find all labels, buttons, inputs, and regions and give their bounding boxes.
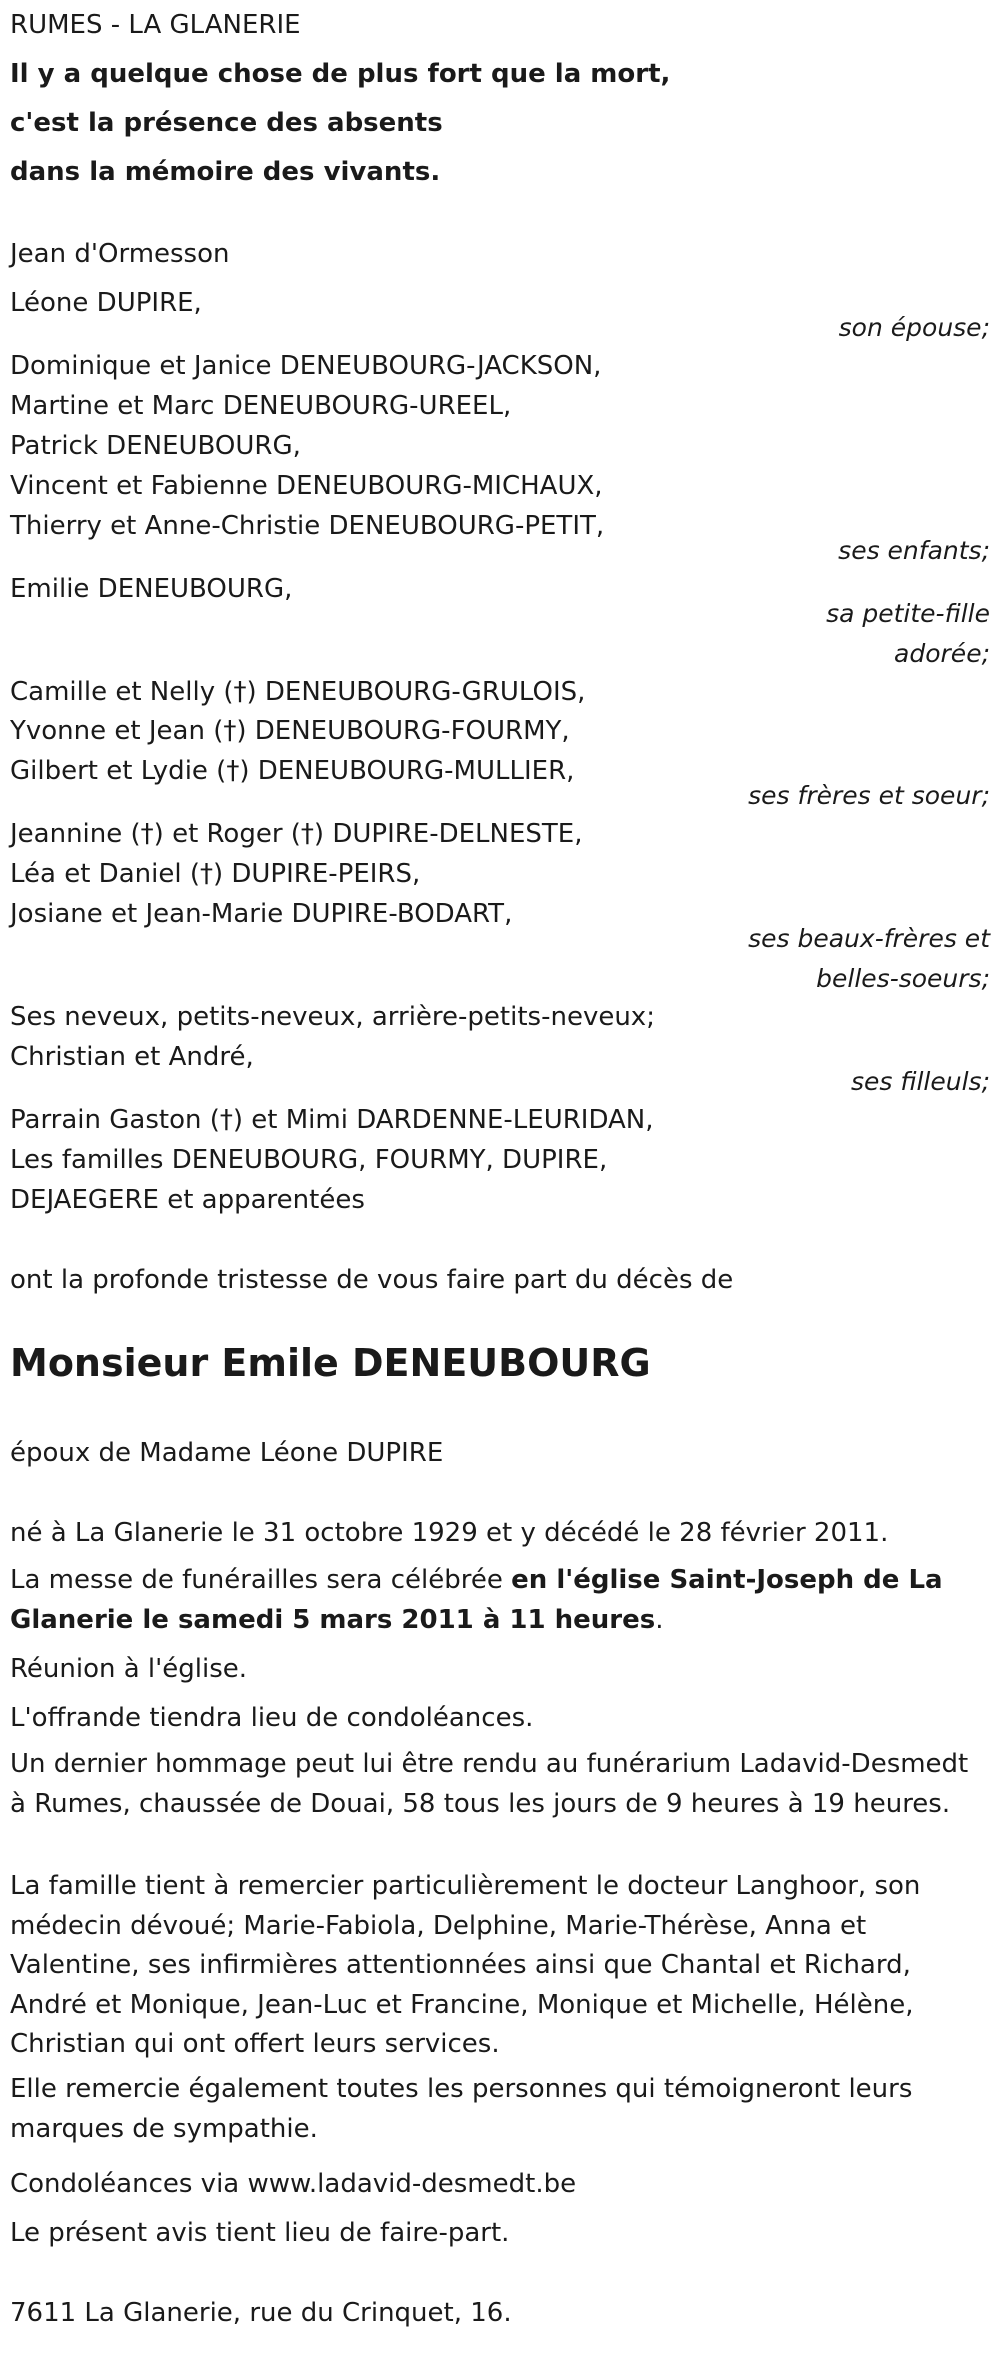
spouse-role: son épouse;	[838, 313, 990, 342]
funeral-info-location-time: en l'église Saint-Joseph de La Glanerie le samedi 5 mars 2011 à 11 heures	[10, 1565, 943, 1635]
granddaughter-role-1: sa petite-fille	[826, 599, 990, 628]
meeting-line: Réunion à l'église.	[10, 1654, 248, 1684]
in-law-2: Léa et Daniel (†) DUPIRE-PEIRS,	[10, 859, 421, 889]
nephews-line: Ses neveux, petits-neveux, arrière-petits-neveux;	[10, 1002, 655, 1032]
in-laws-role-1: ses beaux-frères et	[748, 924, 990, 953]
tribute-paragraph: Un dernier hommage peut lui être rendu au funérarium Ladavid-Desmedt à Rumes, chaussée de Douai, 58 tous les jours de 9 heures à 19 heures.	[10, 1749, 969, 1819]
thanks-all-paragraph: Elle remercie également toutes les personnes qui témoigneront leurs marques de sympathie.	[10, 2074, 913, 2144]
child-2: Martine et Marc DENEUBOURG-UREEL,	[10, 391, 512, 421]
in-law-3: Josiane et Jean-Marie DUPIRE-BODART,	[10, 899, 513, 929]
funeral-info-suffix: .	[655, 1604, 664, 1635]
children-role: ses enfants;	[838, 536, 990, 565]
granddaughter-name: Emilie DENEUBOURG,	[10, 574, 293, 604]
siblings-role: ses frères et soeur;	[748, 781, 990, 810]
funeral-info	[10, 1561, 990, 1640]
sibling-2: Yvonne et Jean (†) DENEUBOURG-FOURMY,	[10, 716, 570, 746]
quote-line-1: Il y a quelque chose de plus fort que la mort,	[10, 59, 671, 89]
address-line: 7611 La Glanerie, rue du Crinquet, 16.	[10, 2298, 512, 2328]
funeral-info-prefix: La messe de funérailles sera célébrée	[10, 1565, 512, 1595]
in-law-1: Jeannine (†) et Roger (†) DUPIRE-DELNESTE,	[10, 819, 583, 849]
spouse-of-line: époux de Madame Léone DUPIRE	[10, 1438, 444, 1468]
quote-line-2: c'est la présence des absents	[10, 108, 443, 138]
quote-author: Jean d'Ormesson	[10, 239, 230, 269]
child-5: Thierry et Anne-Christie DENEUBOURG-PETIT,	[10, 511, 605, 541]
sibling-3: Gilbert et Lydie (†) DENEUBOURG-MULLIER,	[10, 756, 575, 786]
spouse-name: Léone DUPIRE,	[10, 288, 202, 318]
other-family-3: DEJAEGERE et apparentées	[10, 1185, 365, 1215]
godchildren-role: ses filleuls;	[850, 1067, 990, 1096]
godchildren-names: Christian et André,	[10, 1042, 254, 1072]
announcement-text: ont la profonde tristesse de vous faire part du décès de	[10, 1265, 734, 1295]
sibling-1: Camille et Nelly (†) DENEUBOURG-GRULOIS,	[10, 677, 586, 707]
child-3: Patrick DENEUBOURG,	[10, 431, 301, 461]
condolences-line: Condoléances via www.ladavid-desmedt.be	[10, 2169, 577, 2199]
notice-line: Le présent avis tient lieu de faire-part.	[10, 2218, 510, 2248]
birth-death-line: né à La Glanerie le 31 octobre 1929 et y décédé le 28 février 2011.	[10, 1518, 889, 1548]
other-family-1: Parrain Gaston (†) et Mimi DARDENNE-LEURIDAN,	[10, 1105, 654, 1135]
other-family-2: Les familles DENEUBOURG, FOURMY, DUPIRE,	[10, 1145, 608, 1175]
location-header: RUMES - LA GLANERIE	[10, 10, 301, 40]
deceased-name: Monsieur Emile DENEUBOURG	[10, 1341, 651, 1385]
granddaughter-role-2: adorée;	[894, 639, 990, 668]
child-4: Vincent et Fabienne DENEUBOURG-MICHAUX,	[10, 471, 603, 501]
in-laws-role-2: belles-soeurs;	[816, 964, 990, 993]
child-1: Dominique et Janice DENEUBOURG-JACKSON,	[10, 351, 602, 381]
offering-line: L'offrande tiendra lieu de condoléances.	[10, 1703, 534, 1733]
thanks-paragraph: La famille tient à remercier particulièrement le docteur Langhoor, son médecin dévoué; Marie-Fabiola, Delphine, Marie-Thérèse, Anna et Valentine, ses infirmières attentionnées ainsi que Chantal et Richard, André et Monique, Jean-Luc et Francine, Monique et Michelle, Hélène, Christian qui ont offert leurs services.	[10, 1871, 921, 2059]
quote-line-3: dans la mémoire des vivants.	[10, 157, 441, 187]
